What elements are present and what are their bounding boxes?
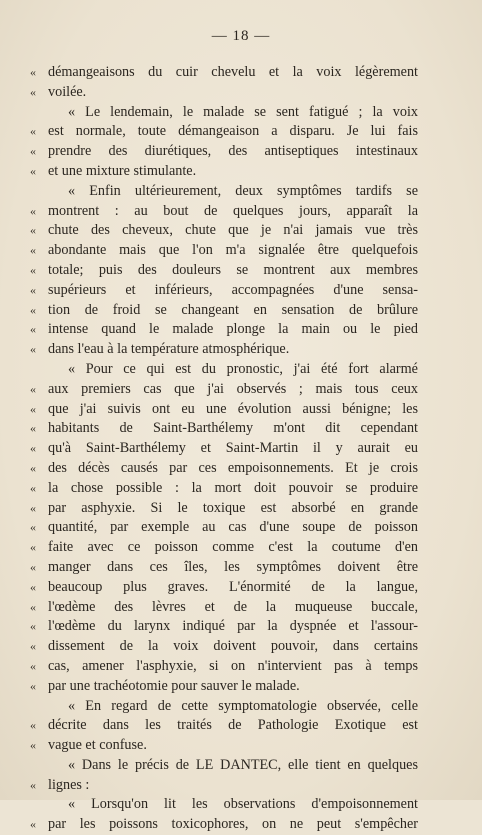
line-text: voilée. — [48, 83, 87, 100]
quote-mark: « — [30, 520, 36, 535]
text-line — [30, 617, 418, 637]
quote-mark: « — [30, 421, 36, 436]
line-text: dissement de la voix doivent pouvoir, dans certains — [48, 638, 418, 655]
text-line — [30, 301, 418, 321]
quote-mark: « — [30, 817, 36, 832]
text-line — [30, 261, 418, 281]
quote-mark: « — [30, 243, 36, 258]
line-text: l'œdème du larynx indiqué par la dyspnée et l'assour- — [48, 618, 418, 635]
text-line — [30, 459, 418, 479]
text-line — [30, 657, 418, 677]
text-line — [30, 479, 418, 499]
line-text: manger dans ces îles, les symptômes doivent être — [48, 558, 418, 575]
text-line — [30, 380, 418, 400]
quote-mark: « — [30, 223, 36, 238]
quote-mark: « — [30, 559, 36, 574]
quote-mark: « — [30, 718, 36, 733]
line-text: l'œdème des lèvres et de la muqueuse buccale, — [48, 598, 418, 615]
line-text: « Le lendemain, le malade se sent fatigué ; la voix — [68, 103, 418, 120]
line-text: « Lorsqu'on lit les observations d'empoisonnement — [68, 796, 418, 813]
quote-mark: « — [30, 282, 36, 297]
line-text: « Dans le précis de LE DANTEC, elle tient en quelques — [68, 756, 418, 773]
text-line — [30, 578, 418, 598]
text-line — [30, 518, 418, 538]
quote-mark: « — [30, 579, 36, 594]
text-line — [30, 499, 418, 519]
page-number: — 18 — — [211, 28, 271, 44]
line-text: la chose possible : la mort doit pouvoir se produire — [48, 479, 418, 496]
text-line — [48, 360, 418, 380]
line-text: des décès causés par ces empoisonnements. Et je crois — [48, 459, 418, 476]
line-text: « Enfin ultérieurement, deux symptômes tardifs se — [68, 182, 418, 199]
quote-mark: « — [30, 480, 36, 495]
text-line — [30, 736, 418, 756]
text-line — [30, 142, 418, 162]
quote-mark: « — [30, 500, 36, 515]
line-text: démangeaisons du cuir chevelu et la voix légèrement — [48, 64, 418, 80]
line-text: habitants de Saint-Barthélemy m'ont dit cependant — [48, 420, 418, 437]
line-text: est normale, toute démangeaison a disparu. Je lui fais — [48, 123, 418, 140]
text-line — [30, 538, 418, 558]
line-text: beaucoup plus graves. L'énormité de la langue, — [48, 578, 418, 595]
quote-mark: « — [30, 342, 36, 357]
quote-mark: « — [30, 777, 36, 792]
line-text: par les poissons toxicophores, on ne peut s'empêcher — [48, 816, 418, 833]
text-line — [30, 63, 418, 83]
line-text: montrent : au bout de quelques jours, apparaît la — [48, 202, 418, 219]
line-text: par une trachéotomie pour sauver le malade. — [48, 677, 300, 694]
text-line — [30, 776, 418, 796]
text-line — [30, 162, 418, 182]
text-line — [30, 558, 418, 578]
line-text: tion de froid se changeant en sensation de brûlure — [48, 301, 418, 318]
quote-mark: « — [30, 124, 36, 139]
line-text: quantité, par exemple au cas d'une soupe de poisson — [48, 519, 418, 536]
quote-mark: « — [30, 540, 36, 555]
text-line — [30, 815, 418, 835]
text-line — [30, 202, 418, 222]
quote-mark: « — [30, 401, 36, 416]
line-text: prendre des diurétiques, des antiseptiques intestinaux — [48, 143, 418, 160]
line-text: chute des cheveux, chute que je n'ai jamais vue très — [48, 222, 418, 239]
text-line — [30, 221, 418, 241]
quote-mark: « — [30, 84, 36, 99]
line-text: supérieurs et inférieurs, accompagnées d'une sensa- — [48, 281, 418, 298]
line-text: intense quand le malade plonge la main ou le pied — [48, 321, 418, 338]
quote-mark: « — [30, 619, 36, 634]
line-text: dans l'eau à la température atmosphérique. — [48, 341, 290, 358]
line-text: abondante mais que l'on m'a signalée être quelquefois — [48, 242, 418, 259]
line-text: totale; puis des douleurs se montrent aux membres — [48, 261, 418, 278]
line-text: décrite dans les traités de Pathologie Exotique est — [48, 717, 418, 734]
line-text: qu'à Saint-Barthélemy et Saint-Martin il y aurait eu — [48, 440, 418, 457]
line-text: aux premiers cas que j'ai observés ; mais tous ceux — [48, 380, 418, 397]
body-text — [30, 63, 418, 835]
text-line — [48, 103, 418, 123]
quote-mark: « — [30, 599, 36, 614]
line-text: lignes : — [48, 776, 90, 793]
quote-mark: « — [30, 658, 36, 673]
text-line — [48, 182, 418, 202]
quote-mark: « — [30, 738, 36, 753]
text-line — [30, 637, 418, 657]
quote-mark: « — [30, 262, 36, 277]
line-text: et une mixture stimulante. — [48, 162, 197, 179]
text-line — [30, 241, 418, 261]
text-line — [30, 83, 418, 103]
text-line — [30, 419, 418, 439]
text-line — [30, 340, 418, 360]
quote-mark: « — [30, 203, 36, 218]
line-text: « Pour ce qui est du pronostic, j'ai été fort alarmé — [68, 360, 418, 377]
line-text: par asphyxie. Si le toxique est absorbé en grande — [48, 499, 418, 516]
line-text: vague et confuse. — [48, 737, 147, 754]
quote-mark: « — [30, 302, 36, 317]
text-line — [30, 598, 418, 618]
line-text: que j'ai suivis ont eu une évolution aussi bénigne; les — [48, 400, 418, 417]
text-line — [48, 795, 418, 815]
quote-mark: « — [30, 144, 36, 159]
text-line — [30, 677, 418, 697]
text-line — [48, 756, 418, 776]
line-text: « En regard de cette symptomatologie observée, celle — [68, 697, 418, 714]
text-line — [30, 400, 418, 420]
line-text: faite avec ce poisson comme c'est la coutume d'en — [48, 539, 418, 556]
quote-mark: « — [30, 322, 36, 337]
text-line — [30, 320, 418, 340]
text-line — [30, 122, 418, 142]
line-text: cas, amener l'asphyxie, si on n'intervient pas à temps — [48, 657, 418, 674]
text-line — [30, 439, 418, 459]
text-line — [48, 697, 418, 717]
quote-mark: « — [30, 441, 36, 456]
quote-mark: « — [30, 460, 36, 475]
text-line — [30, 716, 418, 736]
text-line — [30, 281, 418, 301]
quote-mark: « — [30, 639, 36, 654]
quote-mark: « — [30, 163, 36, 178]
quote-mark: « — [30, 65, 36, 79]
quote-mark: « — [30, 381, 36, 396]
quote-mark: « — [30, 678, 36, 693]
